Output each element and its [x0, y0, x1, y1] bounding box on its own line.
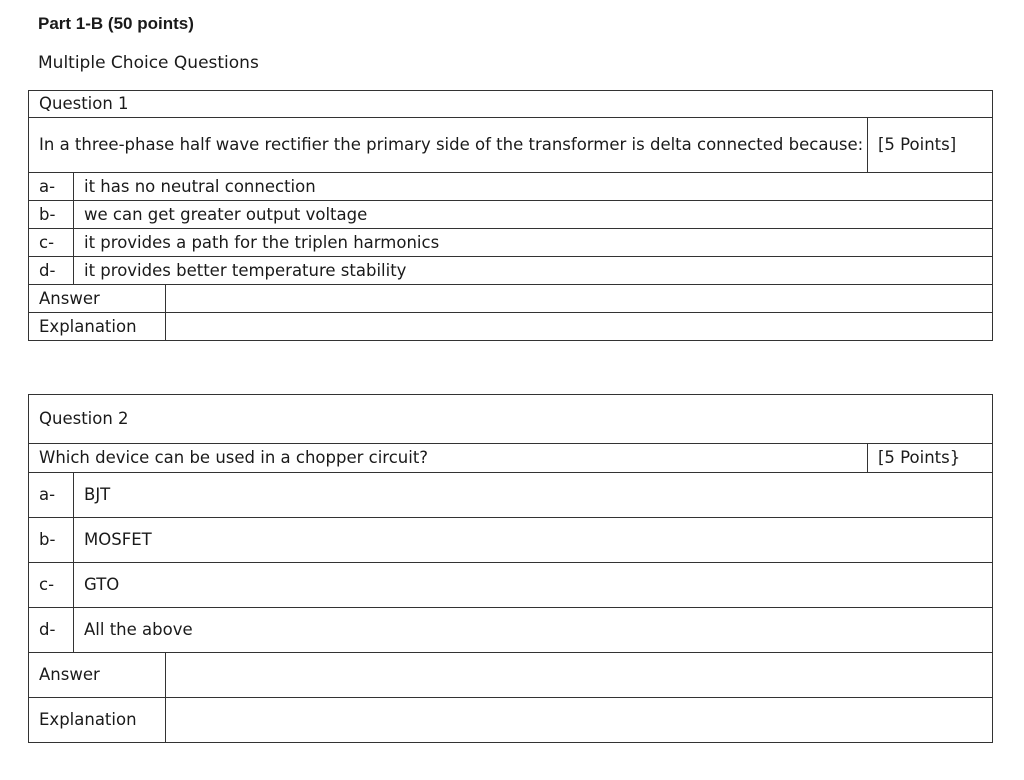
answer-field[interactable]: [166, 653, 993, 698]
option-letter: c-: [29, 563, 74, 608]
option-text: MOSFET: [74, 518, 993, 563]
points-label: [5 Points}: [868, 444, 993, 473]
option-text: BJT: [74, 473, 993, 518]
explanation-field[interactable]: [166, 698, 993, 743]
option-row-a[interactable]: [29, 473, 993, 518]
question-1-table: [28, 90, 993, 341]
option-text: GTO: [74, 563, 993, 608]
option-text: we can get greater output voltage: [74, 201, 993, 229]
explanation-label: Explanation: [29, 313, 166, 341]
answer-field[interactable]: [166, 285, 993, 313]
option-letter: d-: [29, 608, 74, 653]
option-text: it provides a path for the triplen harmonics: [74, 229, 993, 257]
option-row-d[interactable]: [29, 257, 993, 285]
answer-label: Answer: [29, 285, 166, 313]
question-title: Question 1: [29, 91, 993, 118]
option-letter: c-: [29, 229, 74, 257]
option-letter: a-: [29, 473, 74, 518]
option-row-a[interactable]: [29, 173, 993, 201]
points-label: [5 Points]: [868, 118, 993, 173]
option-text: it provides better temperature stability: [74, 257, 993, 285]
option-letter: b-: [29, 201, 74, 229]
option-text: it has no neutral connection: [74, 173, 993, 201]
option-row-b[interactable]: [29, 518, 993, 563]
option-row-c[interactable]: [29, 563, 993, 608]
explanation-field[interactable]: [166, 313, 993, 341]
part-subtitle: Multiple Choice Questions: [38, 53, 259, 73]
part-title: Part 1-B (50 points): [38, 14, 194, 33]
option-letter: b-: [29, 518, 74, 563]
answer-label: Answer: [29, 653, 166, 698]
option-letter: a-: [29, 173, 74, 201]
question-2-table: [28, 394, 993, 743]
explanation-label: Explanation: [29, 698, 166, 743]
question-title: Question 2: [29, 395, 993, 444]
option-row-d[interactable]: [29, 608, 993, 653]
question-stem: In a three-phase half wave rectifier the primary side of the transformer is delta connected because:: [29, 118, 868, 173]
option-text: All the above: [74, 608, 993, 653]
question-stem: Which device can be used in a chopper circuit?: [29, 444, 868, 473]
option-row-b[interactable]: [29, 201, 993, 229]
option-letter: d-: [29, 257, 74, 285]
option-row-c[interactable]: [29, 229, 993, 257]
